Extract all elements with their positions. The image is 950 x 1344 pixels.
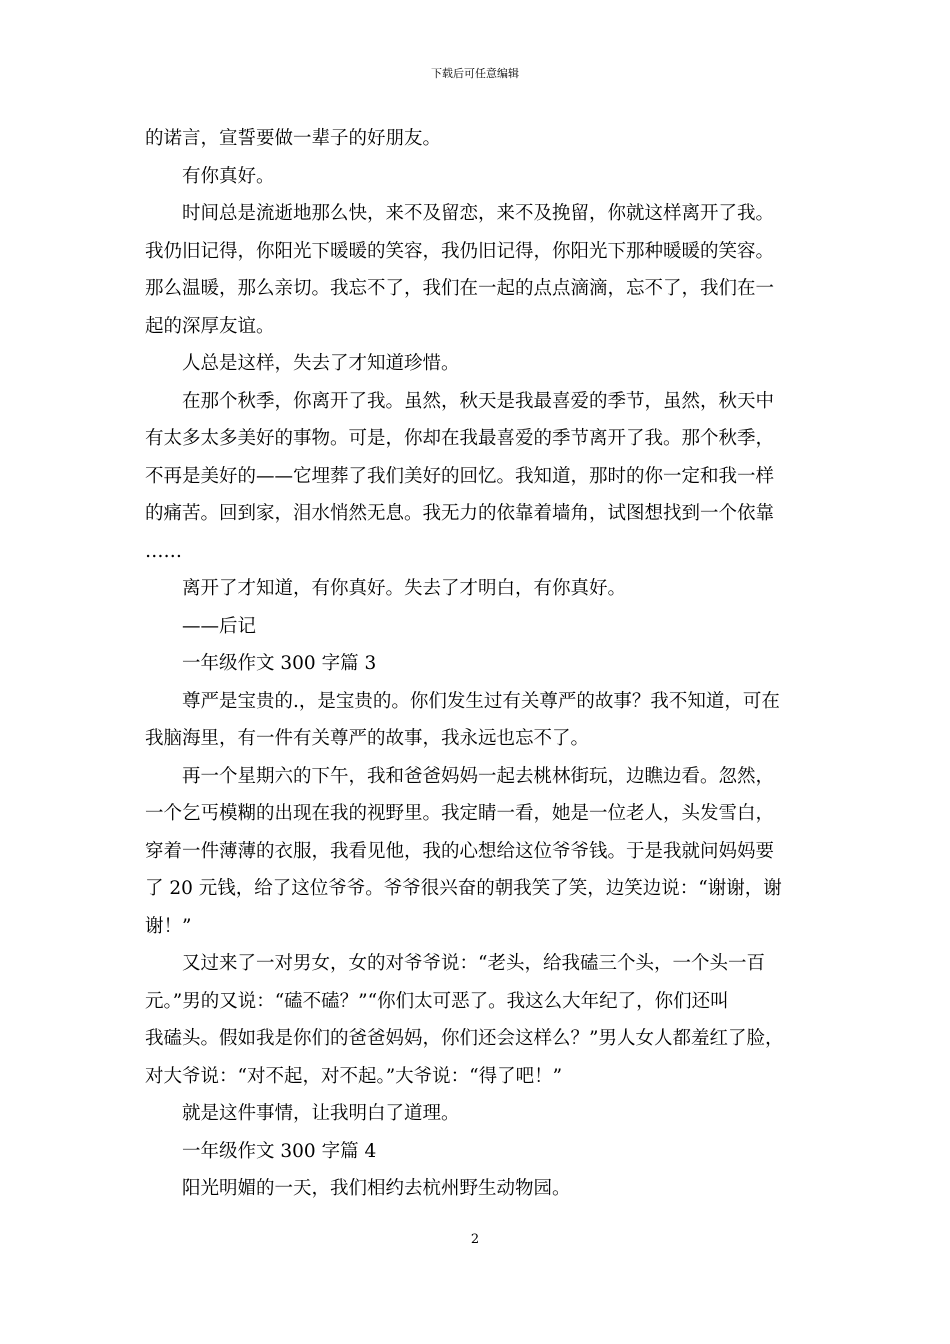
text-line: 离开了才知道，有你真好。失去了才明白，有你真好。	[145, 578, 627, 599]
text-line: 了 20 元钱，给了这位爷爷。爷爷很兴奋的朝我笑了笑，边笑边说：“谢谢，谢	[145, 878, 782, 899]
text-line: 有太多太多美好的事物。可是，你却在我最喜爱的季节离开了我。那个秋季，	[145, 428, 775, 449]
text-line: 的诺言，宣誓要做一辈子的好朋友。	[145, 128, 442, 149]
text-line: 一个乞丐模糊的出现在我的视野里。我定睛一看，她是一位老人，头发雪白，	[145, 803, 775, 824]
page-header: 下载后可任意编辑	[431, 67, 519, 80]
text-line: 穿着一件薄薄的衣服，我看见他，我的心想给这位爷爷钱。于是我就问妈妈要	[145, 840, 775, 862]
text-line: 那么温暖，那么亲切。我忘不了，我们在一起的点点滴滴，忘不了，我们在一	[145, 278, 775, 299]
text-line: 阳光明媚的一天，我们相约去杭州野生动物园。	[145, 1178, 571, 1199]
text-line: 谢！”	[145, 915, 192, 937]
text-line: 在那个秋季，你离开了我。虽然，秋天是我最喜爱的季节，虽然，秋天中	[145, 390, 775, 412]
text-line: 又过来了一对男女，女的对爷爷说：“老头，给我磕三个头，一个头一百	[145, 953, 765, 974]
text-line: 人总是这样，失去了才知道珍惜。	[145, 353, 460, 374]
text-line: 再一个星期六的下午，我和爸爸妈妈一起去桃林街玩，边瞧边看。忽然，	[145, 765, 775, 787]
text-line: 元。”男的又说：“磕不磕？”“你们太可恶了。我这么大年纪了，你们还叫	[145, 990, 729, 1012]
text-line: 的痛苦。回到家，泪水悄然无息。我无力的依靠着墙角，试图想找到一个依靠	[145, 503, 775, 524]
text-line: 尊严是宝贵的.，是宝贵的。你们发生过有关尊严的故事？我不知道，可在	[145, 690, 780, 712]
text-line: 我脑海里，有一件有关尊严的故事，我永远也忘不了。	[145, 728, 590, 749]
text-line: 就是这件事情，让我明白了道理。	[145, 1103, 460, 1124]
page-number: 2	[470, 1232, 480, 1247]
text-line: 起的深厚友谊。	[145, 315, 275, 337]
text-line: 时间总是流逝地那么快，来不及留恋，来不及挽留，你就这样离开了我。	[145, 203, 775, 224]
text-line: 不再是美好的——它埋葬了我们美好的回忆。我知道，那时的你一定和我一样	[145, 465, 775, 487]
document-body	[145, 120, 825, 1208]
text-line: 对大爷说：“对不起，对不起。”大爷说：“得了吧！”	[145, 1065, 563, 1087]
text-line: ……	[145, 540, 182, 562]
text-line: ——后记	[145, 615, 257, 637]
section-heading: 一年级作文 300 字篇 3	[145, 653, 377, 674]
text-line: 我仍旧记得，你阳光下暖暖的笑容，我仍旧记得，你阳光下那种暖暖的笑容。	[145, 240, 775, 262]
text-line: 有你真好。	[145, 165, 275, 187]
section-heading: 一年级作文 300 字篇 4	[145, 1140, 377, 1162]
text-line: 我磕头。假如我是你们的爸爸妈妈，你们还会这样么？”男人女人都羞红了脸，	[145, 1028, 784, 1049]
